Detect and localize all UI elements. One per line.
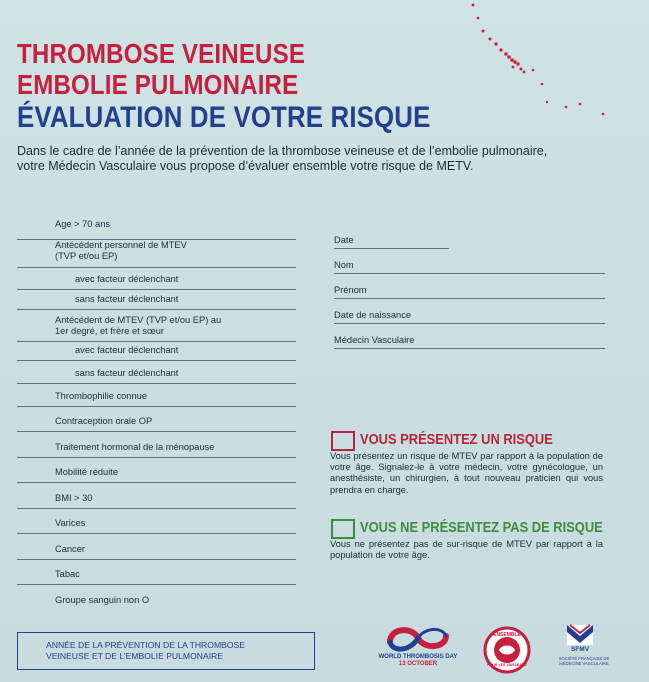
sfmv-logo	[566, 624, 594, 656]
risk-label: Antécédent personnel de MTEV (TVP et/ou EP)	[55, 240, 187, 261]
risk-no-checkbox[interactable]	[331, 519, 355, 539]
risk-no-title: VOUS NE PRÉSENTEZ PAS DE RISQUE	[360, 519, 603, 536]
risk-no-text: Vous ne présentez pas de sur-risque de MTEV par rapport à la population de votre âge.	[330, 539, 603, 561]
risk-label: avec facteur déclenchant	[75, 345, 179, 355]
field-medecin[interactable]	[334, 335, 605, 349]
risk-row-perso-sans[interactable]	[17, 294, 296, 310]
world-thrombosis-day-logo	[382, 622, 454, 656]
risk-label: Antécédent de MTEV (TVP et/ou EP) au 1er degré, et frère et sœur	[55, 315, 222, 336]
risk-yes-text: Vous présentez un risque de MTEV par rapport à la population de votre âge. Signalez-le à votre médecin, votre gynécologue, un anesthésiste, un chirurgien, à tout nouveau praticien qui vous prendra en charge.	[330, 451, 603, 495]
risk-row-antecedent-personnel[interactable]	[17, 240, 296, 268]
risk-label: Traitement hormonal de la ménopause	[55, 442, 215, 452]
field-date-naissance[interactable]	[334, 310, 605, 324]
risk-label: BMI > 30	[55, 493, 93, 503]
ensemble-bottom-text: POUR LES VAISSEAUX	[487, 663, 527, 667]
field-label-nom: Nom	[334, 260, 354, 270]
ensemble-top-text: ENSEMBLE	[493, 632, 521, 638]
wtd-name: WORLD THROMBOSIS DAY	[378, 654, 458, 660]
risk-row-antecedent-familial[interactable]	[17, 315, 296, 342]
risk-label: Cancer	[55, 544, 85, 554]
risk-row-cancer[interactable]	[17, 544, 296, 560]
title-evaluation: ÉVALUATION DE VOTRE RISQUE	[17, 101, 431, 134]
risk-yes-title: VOUS PRÉSENTEZ UN RISQUE	[360, 431, 553, 448]
risk-label: Age > 70 ans	[55, 219, 111, 229]
risk-row-perso-avec[interactable]	[17, 274, 296, 290]
risk-label: sans facteur déclenchant	[75, 294, 179, 304]
sfmv-caption: SOCIÉTÉ FRANÇAISE DE MÉDECINE VASCULAIRE	[558, 656, 610, 666]
field-label-medecin: Médecin Vasculaire	[334, 335, 415, 345]
risk-row-tabac[interactable]	[17, 569, 296, 585]
risk-row-varices[interactable]	[17, 518, 296, 534]
risk-row-mobilite[interactable]	[17, 467, 296, 483]
risk-row-contraception[interactable]	[17, 416, 296, 432]
ensemble-vaisseaux-logo	[483, 626, 531, 674]
risk-row-age[interactable]	[17, 219, 296, 240]
risk-label: Thrombophilie connue	[55, 391, 147, 401]
field-date[interactable]	[334, 235, 449, 249]
risk-yes-checkbox[interactable]	[331, 431, 355, 451]
risk-row-groupe-sanguin[interactable]	[17, 595, 296, 610]
risk-label: avec facteur déclenchant	[75, 274, 179, 284]
risk-label: Groupe sanguin non O	[55, 595, 150, 605]
risk-row-fam-avec[interactable]	[17, 345, 296, 361]
sfmv-emblem-icon	[566, 624, 594, 646]
risk-row-thrombophilie[interactable]	[17, 391, 296, 407]
title-thrombose: THROMBOSE VEINEUSE	[17, 38, 306, 69]
risk-label: Varices	[55, 518, 86, 528]
field-label-date: Date	[334, 235, 354, 245]
wtd-caption	[368, 654, 468, 668]
wtd-date: 13 OCTOBER	[398, 661, 438, 667]
risk-label: Tabac	[55, 569, 80, 579]
risk-label: Mobilité réduite	[55, 467, 119, 477]
field-prenom[interactable]	[334, 285, 605, 299]
sfmv-name: SFMV	[570, 646, 590, 653]
field-nom[interactable]	[334, 260, 605, 274]
risk-label: sans facteur déclenchant	[75, 368, 179, 378]
prevention-year-line2: VEINEUSE ET DE L’EMBOLIE PULMONAIRE	[46, 651, 224, 661]
risk-row-bmi[interactable]	[17, 493, 296, 509]
title-embolie: EMBOLIE PULMONAIRE	[17, 69, 299, 100]
field-label-naissance: Date de naissance	[334, 310, 412, 320]
prevention-year-line1: ANNÉE DE LA PRÉVENTION DE LA THROMBOSE	[46, 640, 245, 650]
prevention-year-box	[17, 632, 315, 670]
risk-row-traitement-hormonal[interactable]	[17, 442, 296, 458]
risk-label: Contraception orale OP	[55, 416, 153, 426]
intro-paragraph: Dans le cadre de l’année de la prévention de la thrombose veineuse et de l’embolie pulmonaire, votre Médecin Vasculaire vous propose d’évaluer ensemble votre risque de METV.	[17, 144, 548, 173]
risk-row-fam-sans[interactable]	[17, 368, 296, 384]
field-label-prenom: Prénom	[334, 285, 367, 295]
